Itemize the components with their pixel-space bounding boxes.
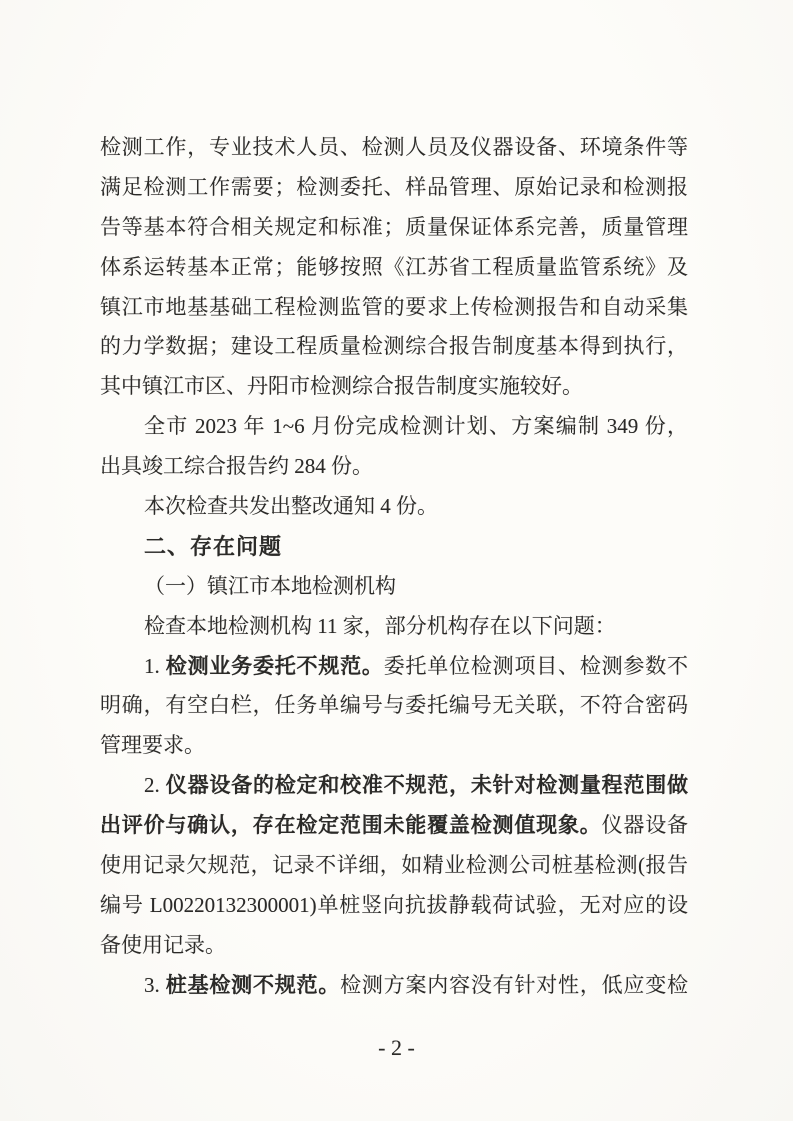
text-line (100, 208, 688, 248)
text-line (100, 647, 688, 687)
text-run: 本次检查共发出整改通知 4 份。 (144, 494, 438, 519)
text-run: 镇江市地基基础工程检测监管的要求上传检测报告和自动采集 (100, 294, 688, 319)
bold-text-run: 二、存在问题 (144, 533, 283, 559)
bold-text-run: 检测业务委托不规范。 (165, 653, 384, 678)
text-line (100, 367, 688, 407)
text-run: 检查本地检测机构 11 家，部分机构存在以下问题： (144, 613, 616, 638)
section-heading (100, 527, 688, 567)
text-line (100, 726, 688, 766)
document-body (100, 128, 688, 1006)
text-line (100, 168, 688, 208)
text-line (100, 487, 688, 527)
page-number: - 2 - (378, 1035, 415, 1060)
text-line (100, 288, 688, 328)
text-line (100, 128, 688, 168)
text-line (100, 846, 688, 886)
text-run: 检测方案内容没有针对性，低应变检 (340, 972, 689, 997)
text-line (100, 926, 688, 966)
text-run: 委托单位检测项目、检测参数不 (383, 653, 689, 678)
text-run: 明确，有空白栏，任务单编号与委托编号无关联，不符合密码 (100, 693, 688, 718)
text-line (100, 567, 688, 607)
text-run: 备使用记录。 (100, 932, 226, 957)
text-line (100, 607, 688, 647)
bold-text-run: 出评价与确认，存在检定范围未能覆盖检测值现象。 (100, 813, 602, 838)
text-run: 的力学数据；建设工程质量检测综合报告制度基本得到执行， (100, 334, 688, 359)
text-run: 编号 L00220132300001)单桩竖向抗拔静载荷试验，无对应的设 (100, 892, 688, 917)
bold-text-run: 仪器设备的检定和校准不规范，未针对检测量程范围做 (165, 773, 689, 798)
text-run: 2. (144, 773, 166, 798)
text-run: 使用记录欠规范，记录不详细，如精业检测公司桩基检测(报告 (100, 853, 688, 878)
text-run: 检测工作，专业技术人员、检测人员及仪器设备、环境条件等 (100, 135, 688, 159)
text-line (100, 327, 688, 367)
text-run: 其中镇江市区、丹阳市检测综合报告制度实施较好。 (100, 374, 583, 399)
text-run: 3. (144, 972, 166, 997)
text-line (100, 886, 688, 926)
text-run: 体系运转基本正常；能够按照《江苏省工程质量监管系统》及 (100, 254, 688, 279)
text-run: 告等基本符合相关规定和标准；质量保证体系完善，质量管理 (100, 214, 688, 239)
text-line (100, 766, 688, 806)
text-line (100, 806, 688, 846)
text-line (100, 407, 688, 447)
text-line (100, 966, 688, 1006)
text-run: 出具竣工综合报告约 284 份。 (100, 454, 373, 479)
text-line (100, 686, 688, 726)
text-run: 全市 2023 年 1~6 月份完成检测计划、方案编制 349 份， (144, 414, 688, 439)
text-run: 仪器设备 (601, 813, 689, 838)
text-run: 1. (144, 653, 166, 678)
text-run: （一）镇江市本地检测机构 (144, 573, 396, 598)
text-run: 管理要求。 (100, 733, 205, 758)
text-line (100, 248, 688, 288)
text-run: 满足检测工作需要；检测委托、样品管理、原始记录和检测报 (100, 174, 688, 199)
text-line (100, 447, 688, 487)
bold-text-run: 桩基检测不规范。 (165, 972, 341, 997)
